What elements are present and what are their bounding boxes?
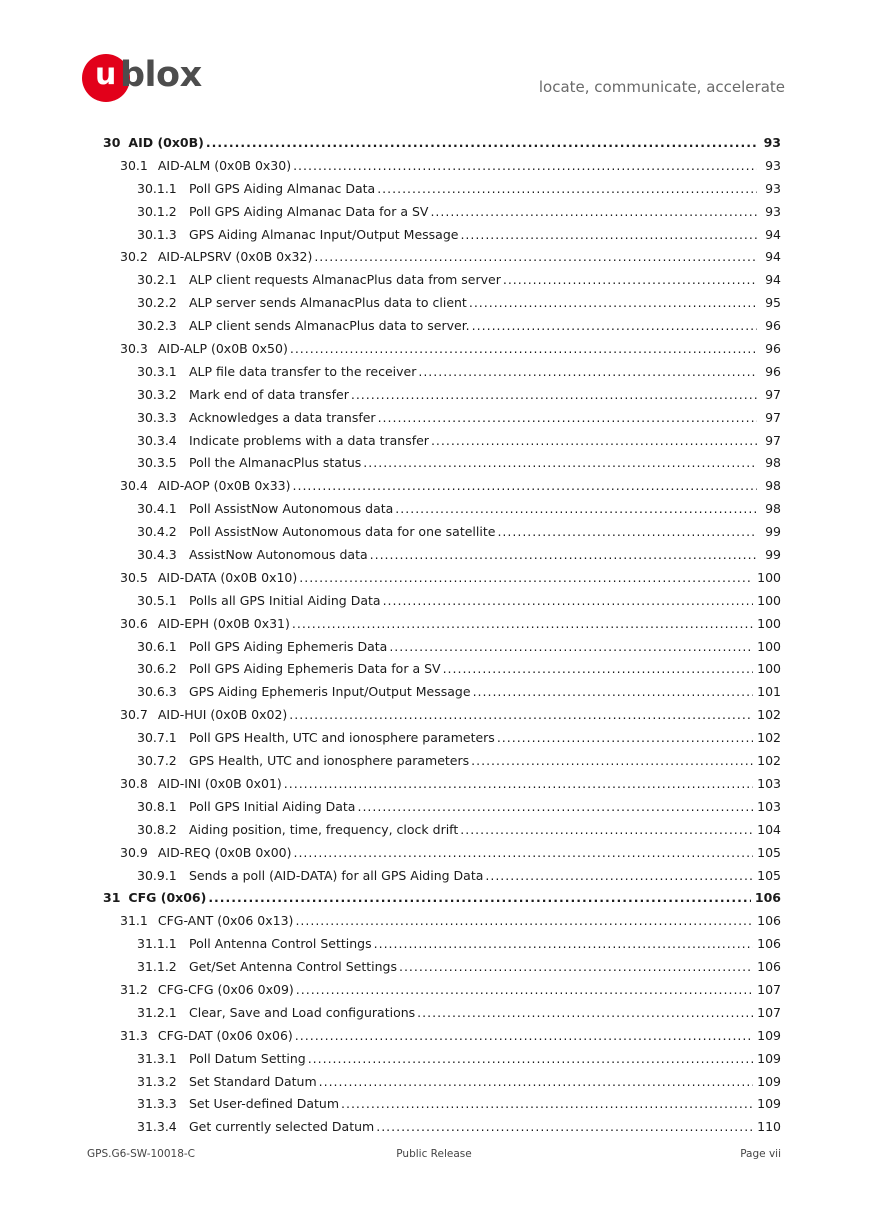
toc-entry-title: AID-EPH (0x0B 0x31)	[157, 615, 290, 631]
toc-entry-number: 30.4	[120, 478, 148, 494]
toc-entry-page: 105	[757, 867, 781, 883]
toc-entry-page: 102	[757, 707, 781, 723]
toc-entry-title: Poll Antenna Control Settings	[189, 936, 372, 952]
toc-entry-page: 97	[765, 409, 781, 425]
toc-entry-page: 93	[763, 135, 781, 150]
toc-entry-number: 30.9.1	[137, 867, 177, 883]
toc-entry-title: Get currently selected Datum	[189, 1119, 375, 1135]
toc-entry-title: AID-ALM (0x0B 0x30)	[157, 157, 292, 173]
table-of-contents	[103, 135, 781, 1142]
toc-entry-number: 30.5	[120, 569, 148, 585]
toc-dot-leader	[341, 1096, 753, 1111]
toc-dot-leader	[374, 936, 754, 951]
toc-entry-page: 103	[757, 775, 781, 791]
toc-entry[interactable]	[103, 753, 781, 776]
toc-entry-title: CFG (0x06)	[128, 890, 207, 906]
toc-entry-title: GPS Aiding Almanac Input/Output Message	[189, 226, 459, 242]
toc-dot-leader	[443, 661, 754, 676]
toc-entry-title: AID-ALPSRV (0x0B 0x32)	[157, 249, 313, 265]
footer-release: Public Release	[396, 1148, 472, 1160]
toc-dot-leader	[430, 204, 757, 219]
toc-dot-leader	[460, 227, 757, 242]
toc-dot-leader	[497, 524, 757, 539]
toc-entry-title: Poll GPS Aiding Almanac Data for a SV	[189, 203, 429, 219]
toc-dot-leader	[290, 341, 757, 356]
toc-entry-page: 107	[757, 981, 781, 997]
toc-entry-title: AID-ALP (0x0B 0x50)	[157, 341, 288, 357]
toc-entry-number: 30.1.2	[137, 203, 177, 219]
toc-entry-page: 94	[765, 249, 781, 265]
toc-entry[interactable]	[103, 318, 781, 341]
toc-entry-number: 30.1.1	[137, 180, 177, 196]
toc-dot-leader	[357, 799, 753, 814]
toc-entry[interactable]	[103, 272, 781, 295]
toc-entry-title: Poll GPS Initial Aiding Data	[189, 798, 356, 814]
toc-entry-number: 31.3.2	[137, 1073, 177, 1089]
header-tagline: locate, communicate, accelerate	[538, 78, 785, 96]
toc-dot-leader	[418, 364, 757, 379]
toc-entry[interactable]	[103, 845, 781, 868]
toc-entry-title: AID-DATA (0x0B 0x10)	[157, 569, 298, 585]
toc-dot-leader	[389, 639, 753, 654]
toc-dot-leader	[471, 753, 753, 768]
toc-entry-page: 96	[765, 363, 781, 379]
toc-dot-leader	[497, 730, 753, 745]
toc-entry[interactable]	[103, 478, 781, 501]
toc-entry-number: 30.3.1	[137, 363, 177, 379]
toc-dot-leader	[208, 890, 751, 905]
toc-entry-title: Get/Set Antenna Control Settings	[189, 959, 397, 975]
toc-entry-title: AssistNow Autonomous data	[189, 547, 368, 563]
toc-entry-number: 30.2.1	[137, 272, 177, 288]
toc-entry-page: 103	[757, 798, 781, 814]
toc-entry-page: 106	[757, 959, 781, 975]
toc-entry[interactable]	[103, 455, 781, 478]
logo-u-mark: u	[95, 57, 117, 92]
toc-entry[interactable]	[103, 684, 781, 707]
toc-dot-leader	[363, 455, 757, 470]
toc-dot-leader	[383, 593, 754, 608]
toc-entry-number: 30.8.2	[137, 821, 177, 837]
toc-entry-title: Poll the AlmanacPlus status	[189, 455, 362, 471]
toc-entry-number: 31.2.1	[137, 1004, 177, 1020]
toc-entry-title: AID (0x0B)	[128, 135, 204, 150]
toc-entry-title: Aiding position, time, frequency, clock drift	[189, 821, 459, 837]
toc-dot-leader	[376, 1119, 753, 1134]
toc-entry-number: 30.4.1	[137, 501, 177, 517]
toc-entry[interactable]	[103, 433, 781, 456]
toc-entry-page: 98	[765, 478, 781, 494]
toc-dot-leader	[351, 387, 757, 402]
toc-entry-page: 100	[757, 592, 781, 608]
toc-dot-leader	[296, 982, 753, 997]
toc-entry-number: 30.3.3	[137, 409, 177, 425]
toc-dot-leader	[295, 1028, 753, 1043]
toc-entry-title: CFG-DAT (0x06 0x06)	[157, 1027, 293, 1043]
toc-entry-title: Mark end of data transfer	[189, 386, 349, 402]
toc-dot-leader	[314, 249, 757, 264]
toc-entry-title: Poll GPS Health, UTC and ionosphere parameters	[189, 730, 495, 746]
toc-entry-page: 102	[757, 753, 781, 769]
toc-entry-title: Acknowledges a data transfer	[189, 409, 376, 425]
toc-entry[interactable]	[103, 1074, 781, 1097]
toc-entry-page: 97	[765, 386, 781, 402]
toc-entry[interactable]	[103, 227, 781, 250]
toc-dot-leader	[417, 1005, 753, 1020]
toc-entry-title: AID-HUI (0x0B 0x02)	[157, 707, 288, 723]
toc-entry[interactable]	[103, 913, 781, 936]
toc-entry-page: 106	[757, 913, 781, 929]
toc-entry[interactable]	[103, 570, 781, 593]
toc-entry-number: 30.3.4	[137, 432, 177, 448]
toc-entry-page: 106	[757, 936, 781, 952]
toc-entry-page: 106	[754, 890, 781, 906]
toc-dot-leader	[473, 684, 754, 699]
toc-entry[interactable]	[103, 295, 781, 318]
toc-dot-leader	[292, 616, 753, 631]
toc-entry-page: 102	[757, 730, 781, 746]
toc-entry-number: 30.6.1	[137, 638, 177, 654]
toc-entry-number: 30.2.2	[137, 295, 177, 311]
footer-page-number: Page vii	[740, 1148, 781, 1160]
toc-entry-page: 93	[765, 180, 781, 196]
toc-entry-number: 31.1	[120, 913, 148, 929]
toc-entry-title: CFG-CFG (0x06 0x09)	[157, 981, 294, 997]
toc-entry[interactable]	[103, 868, 781, 891]
toc-entry-title: AID-REQ (0x0B 0x00)	[157, 844, 292, 860]
toc-entry-title: CFG-ANT (0x06 0x13)	[157, 913, 294, 929]
toc-entry-number: 30.4.3	[137, 547, 177, 563]
toc-dot-leader	[395, 501, 757, 516]
toc-entry-title: Clear, Save and Load configurations	[189, 1004, 416, 1020]
toc-entry-number: 30.1	[120, 157, 148, 173]
toc-entry[interactable]	[103, 524, 781, 547]
toc-entry-page: 107	[757, 1004, 781, 1020]
footer-doc-id: GPS.G6-SW-10018-C	[87, 1148, 196, 1160]
toc-entry-title: Poll GPS Aiding Ephemeris Data	[189, 638, 388, 654]
toc-entry[interactable]	[103, 547, 781, 570]
toc-entry-page: 99	[765, 524, 781, 540]
toc-dot-leader	[370, 547, 757, 562]
toc-entry-page: 100	[757, 661, 781, 677]
toc-entry-number: 30.6	[120, 615, 148, 631]
toc-entry[interactable]	[103, 249, 781, 272]
toc-entry[interactable]	[103, 799, 781, 822]
toc-entry-number: 31.3.3	[137, 1096, 177, 1112]
toc-entry-number: 31.2	[120, 981, 148, 997]
toc-entry-page: 94	[765, 272, 781, 288]
toc-entry-page: 100	[757, 638, 781, 654]
toc-entry-page: 96	[765, 318, 781, 334]
toc-dot-leader	[472, 318, 757, 333]
toc-entry-page: 109	[757, 1027, 781, 1043]
toc-entry[interactable]	[103, 341, 781, 364]
toc-dot-leader	[431, 433, 757, 448]
toc-entry-number: 31.3.4	[137, 1119, 177, 1135]
toc-entry-page: 97	[765, 432, 781, 448]
toc-entry-page: 96	[765, 341, 781, 357]
toc-entry-title: GPS Health, UTC and ionosphere parameters	[189, 753, 470, 769]
toc-entry-page: 93	[765, 203, 781, 219]
logo-wordmark: blox	[120, 55, 202, 95]
toc-entry-number: 31.3	[120, 1027, 148, 1043]
toc-entry-page: 100	[757, 569, 781, 585]
toc-entry[interactable]	[103, 135, 781, 158]
toc-dot-leader	[308, 1051, 753, 1066]
toc-entry[interactable]	[103, 1028, 781, 1051]
toc-entry-number: 30.3	[120, 341, 148, 357]
toc-entry-title: Poll GPS Aiding Almanac Data	[189, 180, 376, 196]
toc-entry[interactable]	[103, 501, 781, 524]
toc-entry-page: 109	[757, 1096, 781, 1112]
toc-entry-number: 30.7.1	[137, 730, 177, 746]
toc-entry-page: 93	[765, 157, 781, 173]
toc-dot-leader	[377, 181, 757, 196]
toc-dot-leader	[319, 1074, 754, 1089]
toc-entry-number: 31.1.1	[137, 936, 177, 952]
toc-entry-title: Set User-defined Datum	[189, 1096, 340, 1112]
toc-entry-number: 30.3.2	[137, 386, 177, 402]
toc-entry-page: 94	[765, 226, 781, 242]
toc-dot-leader	[503, 272, 757, 287]
toc-entry-number: 30.6.3	[137, 684, 177, 700]
toc-dot-leader	[399, 959, 753, 974]
toc-dot-leader	[485, 868, 753, 883]
toc-entry-number: 30.4.2	[137, 524, 177, 540]
toc-dot-leader	[299, 570, 753, 585]
toc-entry[interactable]	[103, 1119, 781, 1142]
toc-dot-leader	[293, 845, 753, 860]
toc-entry-page: 104	[757, 821, 781, 837]
toc-entry[interactable]	[103, 982, 781, 1005]
toc-dot-leader	[289, 707, 753, 722]
toc-dot-leader	[378, 410, 757, 425]
toc-dot-leader	[295, 913, 753, 928]
toc-entry-number: 30.3.5	[137, 455, 177, 471]
toc-entry[interactable]	[103, 639, 781, 662]
toc-entry-page: 98	[765, 501, 781, 517]
toc-entry[interactable]	[103, 181, 781, 204]
toc-entry[interactable]	[103, 616, 781, 639]
toc-entry-number: 30.1.3	[137, 226, 177, 242]
toc-entry[interactable]	[103, 1096, 781, 1119]
toc-entry[interactable]	[103, 776, 781, 799]
toc-entry-number: 30	[103, 135, 121, 150]
toc-entry[interactable]	[103, 158, 781, 181]
toc-entry[interactable]	[103, 707, 781, 730]
toc-entry-number: 31.3.1	[137, 1050, 177, 1066]
toc-entry[interactable]	[103, 593, 781, 616]
toc-entry-title: ALP client sends AlmanacPlus data to server.	[189, 318, 470, 334]
toc-entry[interactable]	[103, 1005, 781, 1028]
toc-entry-number: 30.9	[120, 844, 148, 860]
toc-entry-page: 105	[757, 844, 781, 860]
toc-entry-title: ALP client requests AlmanacPlus data from server	[189, 272, 501, 288]
toc-entry-title: Polls all GPS Initial Aiding Data	[189, 592, 381, 608]
toc-entry[interactable]	[103, 364, 781, 387]
toc-entry-page: 110	[757, 1119, 781, 1135]
toc-entry[interactable]	[103, 822, 781, 845]
toc-entry-number: 30.8.1	[137, 798, 177, 814]
toc-entry[interactable]	[103, 890, 781, 913]
toc-entry-title: GPS Aiding Ephemeris Input/Output Message	[189, 684, 471, 700]
toc-entry-number: 31.1.2	[137, 959, 177, 975]
toc-dot-leader	[206, 135, 757, 150]
toc-entry-number: 30.7.2	[137, 753, 177, 769]
toc-dot-leader	[469, 295, 757, 310]
toc-entry-title: ALP server sends AlmanacPlus data to client	[189, 295, 467, 311]
toc-entry-title: Poll AssistNow Autonomous data for one satellite	[189, 524, 496, 540]
toc-entry-number: 30.2.3	[137, 318, 177, 334]
toc-entry-page: 101	[757, 684, 781, 700]
toc-entry-title: Indicate problems with a data transfer	[189, 432, 429, 448]
toc-entry[interactable]	[103, 410, 781, 433]
toc-entry[interactable]	[103, 730, 781, 753]
toc-entry-number: 30.6.2	[137, 661, 177, 677]
toc-entry-page: 98	[765, 455, 781, 471]
toc-entry-title: Poll AssistNow Autonomous data	[189, 501, 394, 517]
toc-dot-leader	[293, 158, 757, 173]
toc-entry-title: ALP file data transfer to the receiver	[189, 363, 417, 379]
toc-dot-leader	[460, 822, 753, 837]
toc-entry-title: AID-AOP (0x0B 0x33)	[157, 478, 291, 494]
toc-entry-page: 109	[757, 1050, 781, 1066]
toc-entry[interactable]	[103, 1051, 781, 1074]
toc-entry-title: Poll Datum Setting	[189, 1050, 306, 1066]
toc-dot-leader	[284, 776, 753, 791]
toc-entry-title: AID-INI (0x0B 0x01)	[157, 775, 282, 791]
toc-entry[interactable]	[103, 936, 781, 959]
toc-entry-title: Poll GPS Aiding Ephemeris Data for a SV	[189, 661, 441, 677]
toc-entry-number: 31	[103, 890, 121, 906]
toc-entry[interactable]	[103, 204, 781, 227]
toc-entry-title: Sends a poll (AID-DATA) for all GPS Aiding Data	[189, 867, 484, 883]
toc-entry-page: 95	[765, 295, 781, 311]
toc-entry-number: 30.5.1	[137, 592, 177, 608]
toc-entry-page: 100	[757, 615, 781, 631]
toc-entry[interactable]	[103, 387, 781, 410]
toc-entry-number: 30.8	[120, 775, 148, 791]
toc-entry-page: 99	[765, 547, 781, 563]
toc-entry[interactable]	[103, 661, 781, 684]
toc-entry-title: Set Standard Datum	[189, 1073, 317, 1089]
toc-entry-number: 30.7	[120, 707, 148, 723]
ublox-logo	[82, 54, 222, 106]
toc-entry[interactable]	[103, 959, 781, 982]
toc-dot-leader	[293, 478, 758, 493]
toc-entry-number: 30.2	[120, 249, 148, 265]
toc-entry-page: 109	[757, 1073, 781, 1089]
